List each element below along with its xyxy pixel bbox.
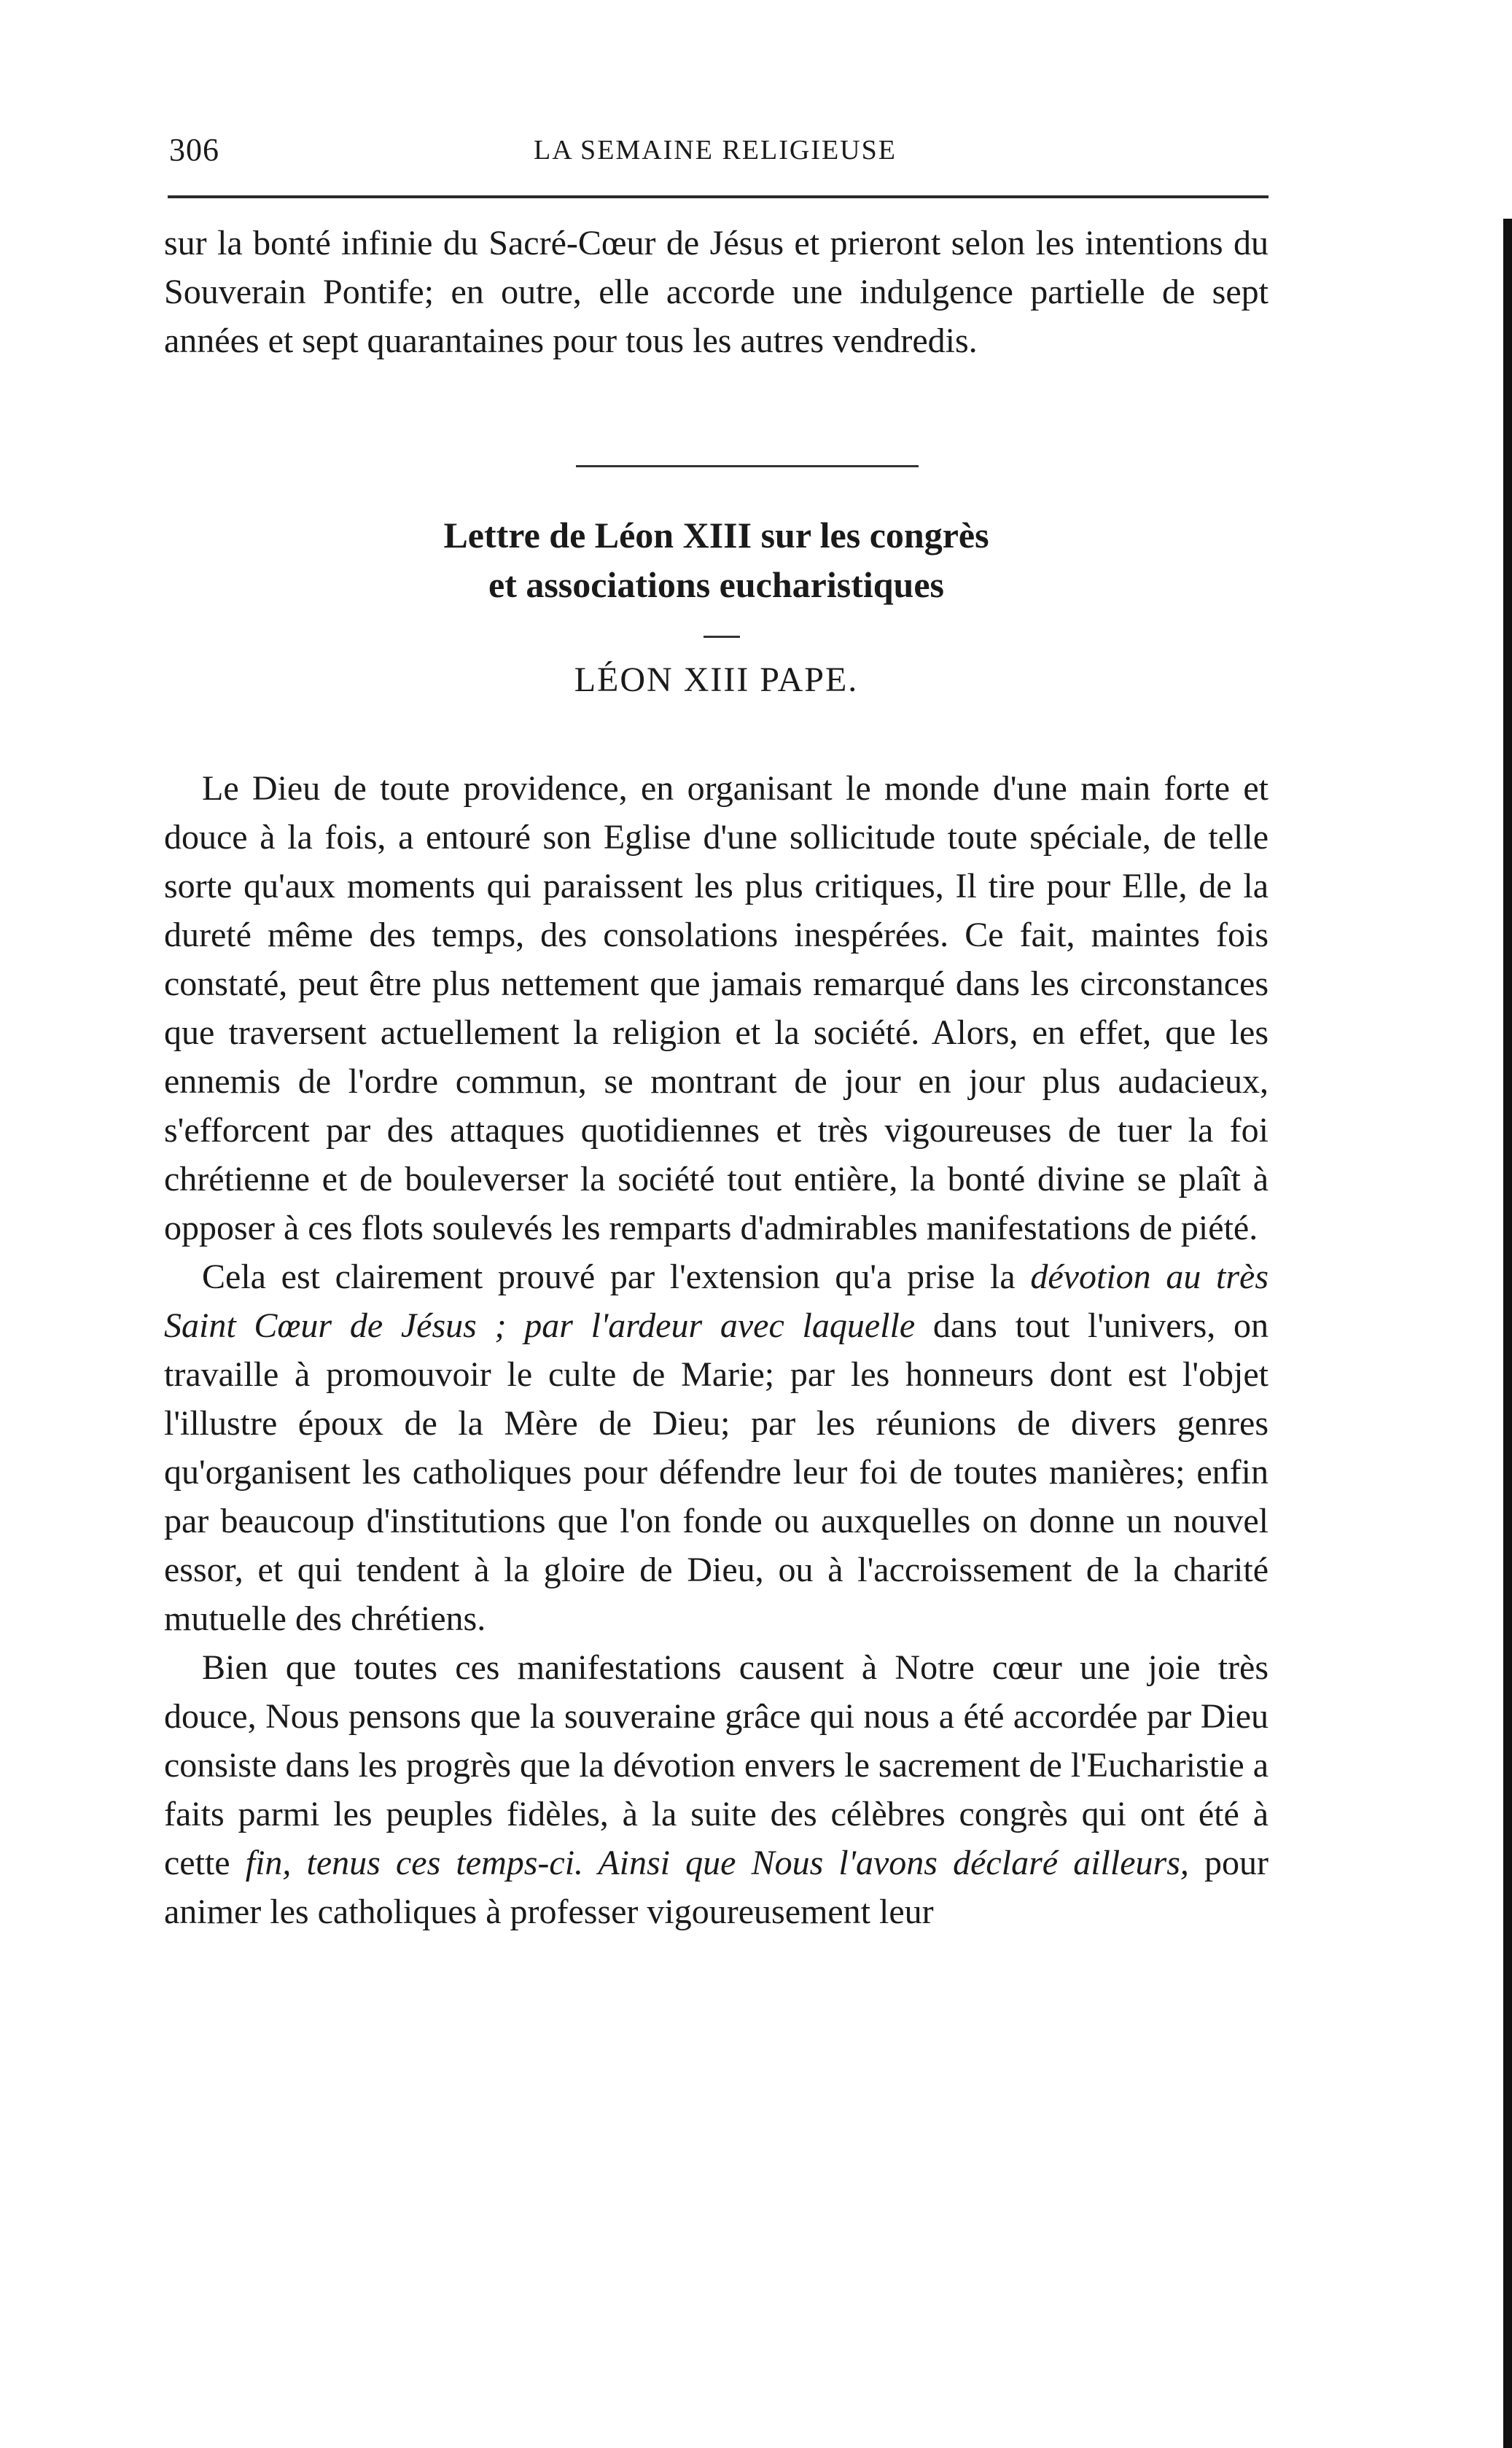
section-separator <box>576 465 919 467</box>
paragraph-2-italic: dévotion au très Saint Cœur de Jésus ; par l'ardeur avec laquelle <box>164 1258 1269 1345</box>
article-title <box>164 510 1269 609</box>
article-title-line-2: et associations eucharistiques <box>488 564 944 605</box>
header-rule <box>168 195 1269 198</box>
running-head <box>169 131 1263 175</box>
page-edge-shadow <box>1503 219 1512 2448</box>
article-title-line-1: Lettre de Léon XIII sur les congrès <box>443 515 989 556</box>
paragraph-2-start: Cela est clairement prouvé par l'extension qu'a prise la <box>202 1258 1016 1296</box>
paragraph-3-end: pour animer les catholiques à professer vigoureusement leur <box>164 1844 1269 1931</box>
paragraph-3-italic: fin, tenus ces temps-ci. Ainsi que Nous l'avons déclaré ailleurs, <box>245 1844 1189 1882</box>
paragraph-2-end: dans tout l'univers, on travaille à promouvoir le culte de Marie; par les honneurs dont est l'objet l'illustre époux de la Mère de Dieu; par les réunions de divers genres qu'organisent les catholiques pour défendre leur foi de toutes manières; enfin par beaucoup d'institutions que l'on fonde ou auxquelles on donne un nouvel essor, et qui tendent à la gloire de Dieu, ou à l'accroissement de la charité mutuelle des chrétiens. <box>164 1306 1269 1638</box>
continued-paragraph <box>164 219 1269 365</box>
paragraph-2 <box>164 1252 1269 1643</box>
letter-heading: LÉON XIII PAPE. <box>574 660 859 699</box>
letter-body <box>164 764 1269 1936</box>
paragraph-3 <box>164 1643 1269 1936</box>
title-rule <box>704 636 740 638</box>
page-number: 306 <box>169 132 219 168</box>
continued-paragraph-text: sur la bonté infinie du Sacré-Cœur de Jésus et prieront selon les intentions du Souverain Pontife; en outre, elle accorde une indulgence partielle de sept années et sept quarantaines pour tous les autres vendredis. <box>164 224 1269 360</box>
paragraph-3-start: Bien que toutes ces manifestations causent à Notre cœur une joie très douce, Nous pensons que la souveraine grâce qui nous a été accordée par Dieu consiste dans les progrès que la dévotion envers le sacrement de l'Eucharistie a faits parmi les peuples fidèles, à la suite des célèbres congrès qui ont été à cette <box>164 1648 1269 1882</box>
paragraph-1: Le Dieu de toute providence, en organisant le monde d'une main forte et douce à la fois, a entouré son Eglise d'une sollicitude toute spéciale, de telle sorte qu'aux moments qui paraissent les plus critiques, Il tire pour Elle, de la dureté même des temps, des consolations inespérées. Ce fait, maintes fois constaté, peut être plus nettement que jamais remarqué dans les circonstances que traversent actuellement la religion et la société. Alors, en effet, que les ennemis de l'ordre commun, se montrant de jour en jour plus audacieux, s'efforcent par des attaques quotidiennes et très vigoureuses de tuer la foi chrétienne et de bouleverser la société tout entière, la bonté divine se plaît à opposer à ces flots soulevés les remparts d'admirables manifestations de piété. <box>164 769 1269 1247</box>
journal-title: LA SEMAINE RELIGIEUSE <box>534 135 897 165</box>
